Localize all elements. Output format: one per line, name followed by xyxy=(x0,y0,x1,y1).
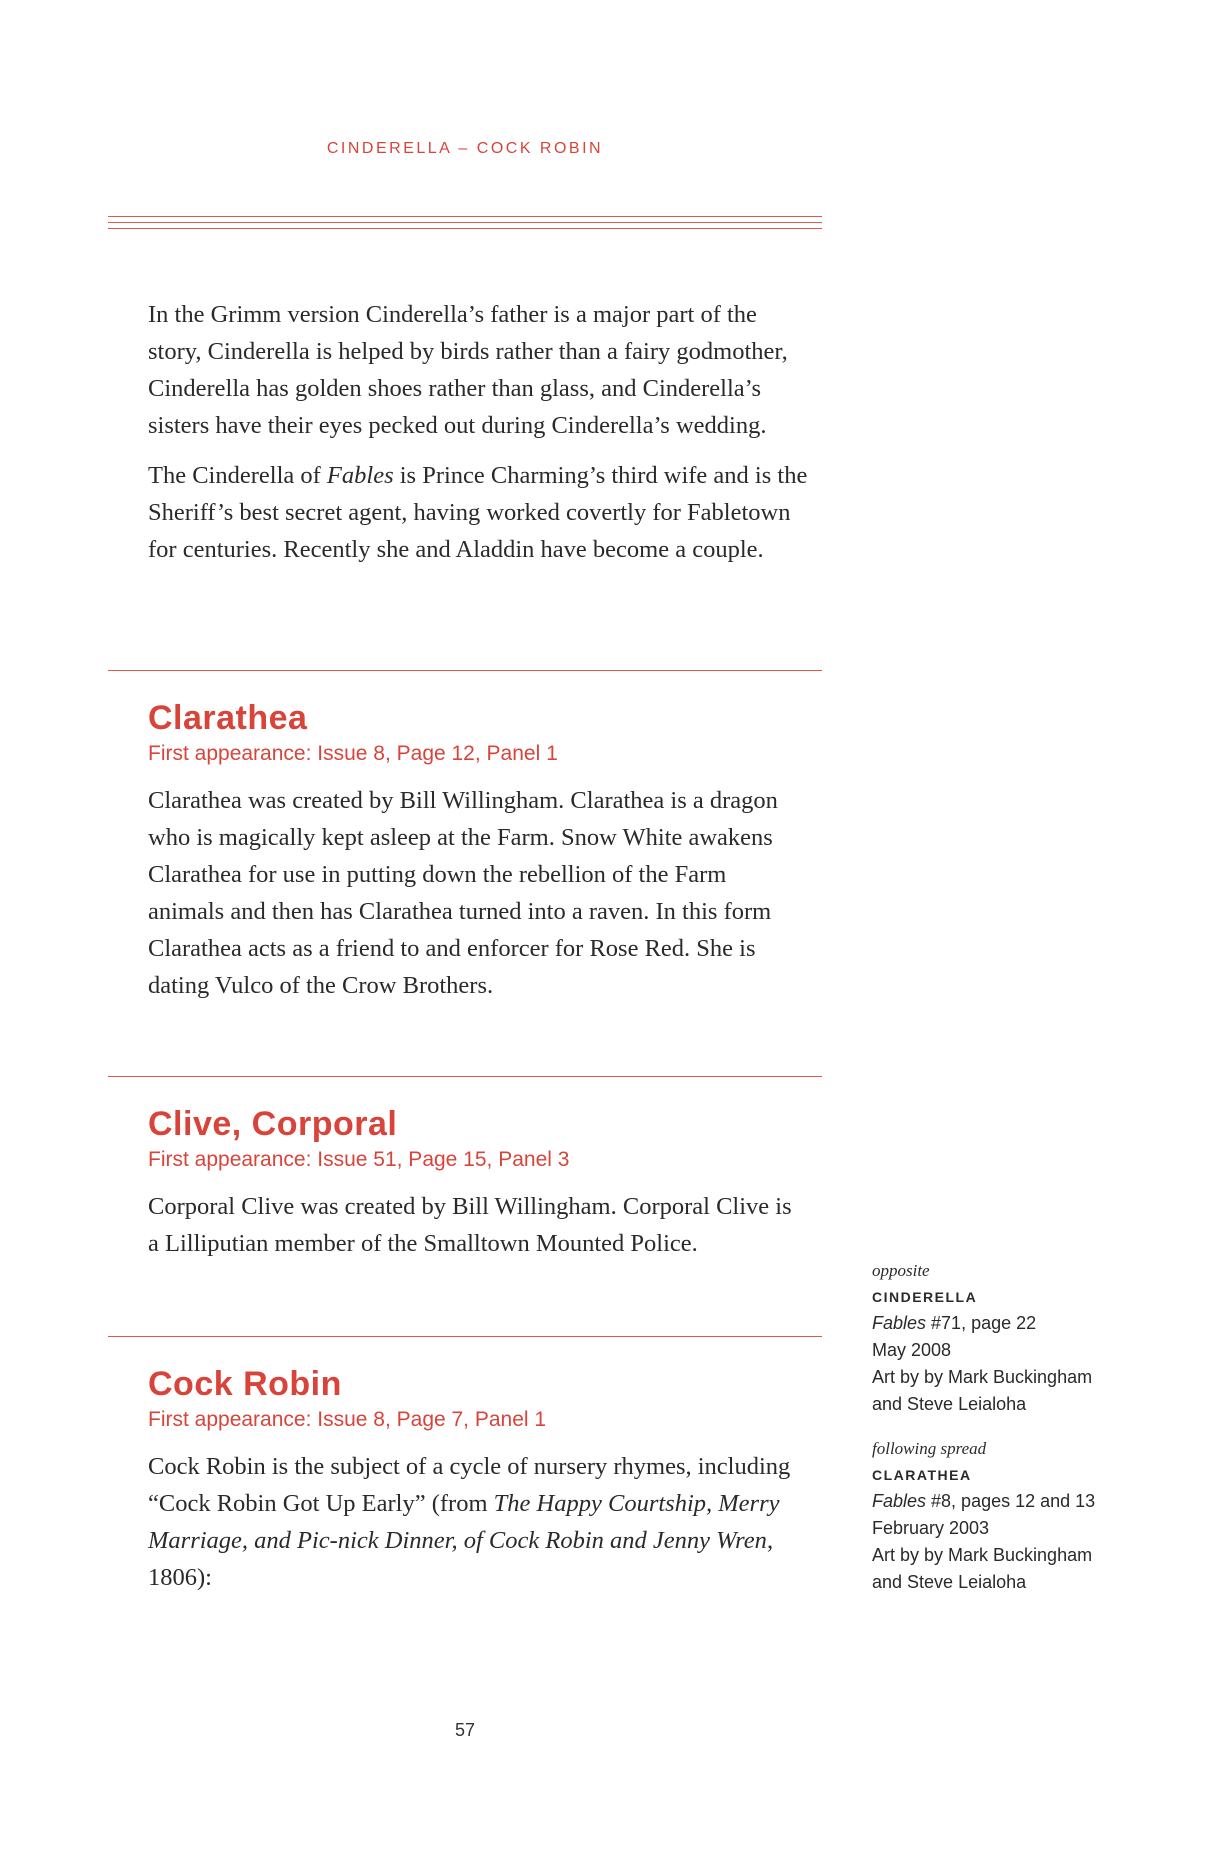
entry-body: Corporal Clive was created by Bill Willingham. Corporal Clive is a Lilliputian member of the Smalltown Mounted Police. xyxy=(148,1193,792,1257)
entry-title: Cock Robin xyxy=(148,1365,342,1403)
caption-kicker: opposite xyxy=(872,1261,930,1280)
section-divider-1 xyxy=(108,670,822,671)
caption-credit: and Steve Leialoha xyxy=(872,1572,1027,1592)
caption-issue: Fables #8, pages 12 and 13 xyxy=(872,1491,1096,1511)
caption-date: May 2008 xyxy=(872,1340,952,1360)
intro-paragraph-1: In the Grimm version Cinderella’s father is a major part of the story, Cinderella is helped by birds rather than a fairy godmother, Cinderella has golden shoes rather than glass, and Cinderella’s sisters have their eyes pecked out during Cinderella’s wedding. xyxy=(148,301,788,439)
caption-credit: and Steve Leialoha xyxy=(872,1394,1027,1414)
caption-heading: CINDERELLA xyxy=(872,1289,978,1305)
caption-issue: Fables #71, page 22 xyxy=(872,1313,1037,1333)
entry-cock-robin xyxy=(148,1364,808,1596)
entry-first-appearance: First appearance: Issue 8, Page 7, Panel 1 xyxy=(148,1408,547,1431)
intro-section xyxy=(148,296,808,568)
entry-first-appearance: First appearance: Issue 51, Page 15, Panel 3 xyxy=(148,1148,570,1171)
caption-credit: Art by by Mark Buckingham xyxy=(872,1367,1093,1387)
caption-kicker: following spread xyxy=(872,1439,987,1458)
section-divider-3 xyxy=(108,1336,822,1337)
caption-opposite xyxy=(872,1258,1132,1418)
book-title-italic: The Happy Courtship, Merry Marriage, and Pic-nick Dinner, of Cock Robin and Jenny Wren xyxy=(148,1490,780,1554)
entry-first-appearance: First appearance: Issue 8, Page 12, Panel 1 xyxy=(148,742,558,765)
header-rule-top xyxy=(108,216,822,217)
header-rule-bottom xyxy=(108,228,822,229)
entry-title: Clarathea xyxy=(148,699,308,737)
running-head: CINDERELLA – COCK ROBIN xyxy=(326,140,604,157)
page-number: 57 xyxy=(454,1720,476,1740)
caption-heading: CLARATHEA xyxy=(872,1467,972,1483)
entry-title: Clive, Corporal xyxy=(148,1105,398,1143)
header-rule-middle xyxy=(108,222,822,223)
section-divider-2 xyxy=(108,1076,822,1077)
entry-body: Clarathea was created by Bill Willingham. Clarathea is a dragon who is magically kept asleep at the Farm. Snow White awakens Clarathea for use in putting down the rebellion of the Farm animals and then has Clarathea turned into a raven. In this form Clarathea acts as a friend to and enforcer for Rose Red. She is dating Vulco of the Crow Brothers. xyxy=(148,787,778,999)
entry-clarathea xyxy=(148,698,808,1004)
entry-clive-corporal xyxy=(148,1104,808,1262)
caption-date: February 2003 xyxy=(872,1518,990,1538)
caption-credit: Art by by Mark Buckingham xyxy=(872,1545,1093,1565)
fables-italic: Fables xyxy=(326,462,394,489)
intro-paragraph-2: The Cinderella of Fables is Prince Charming’s third wife and is the Sheriff’s best secret agent, having worked covertly for Fabletown for centuries. Recently she and Aladdin have become a couple. xyxy=(148,462,808,563)
entry-body: Cock Robin is the subject of a cycle of nursery rhymes, including “Cock Robin Got Up Early” (from The Happy Courtship, Merry Marriage, and Pic-nick Dinner, of Cock Robin and Jenny Wren, 1806): xyxy=(148,1453,791,1591)
caption-following-spread xyxy=(872,1436,1132,1596)
